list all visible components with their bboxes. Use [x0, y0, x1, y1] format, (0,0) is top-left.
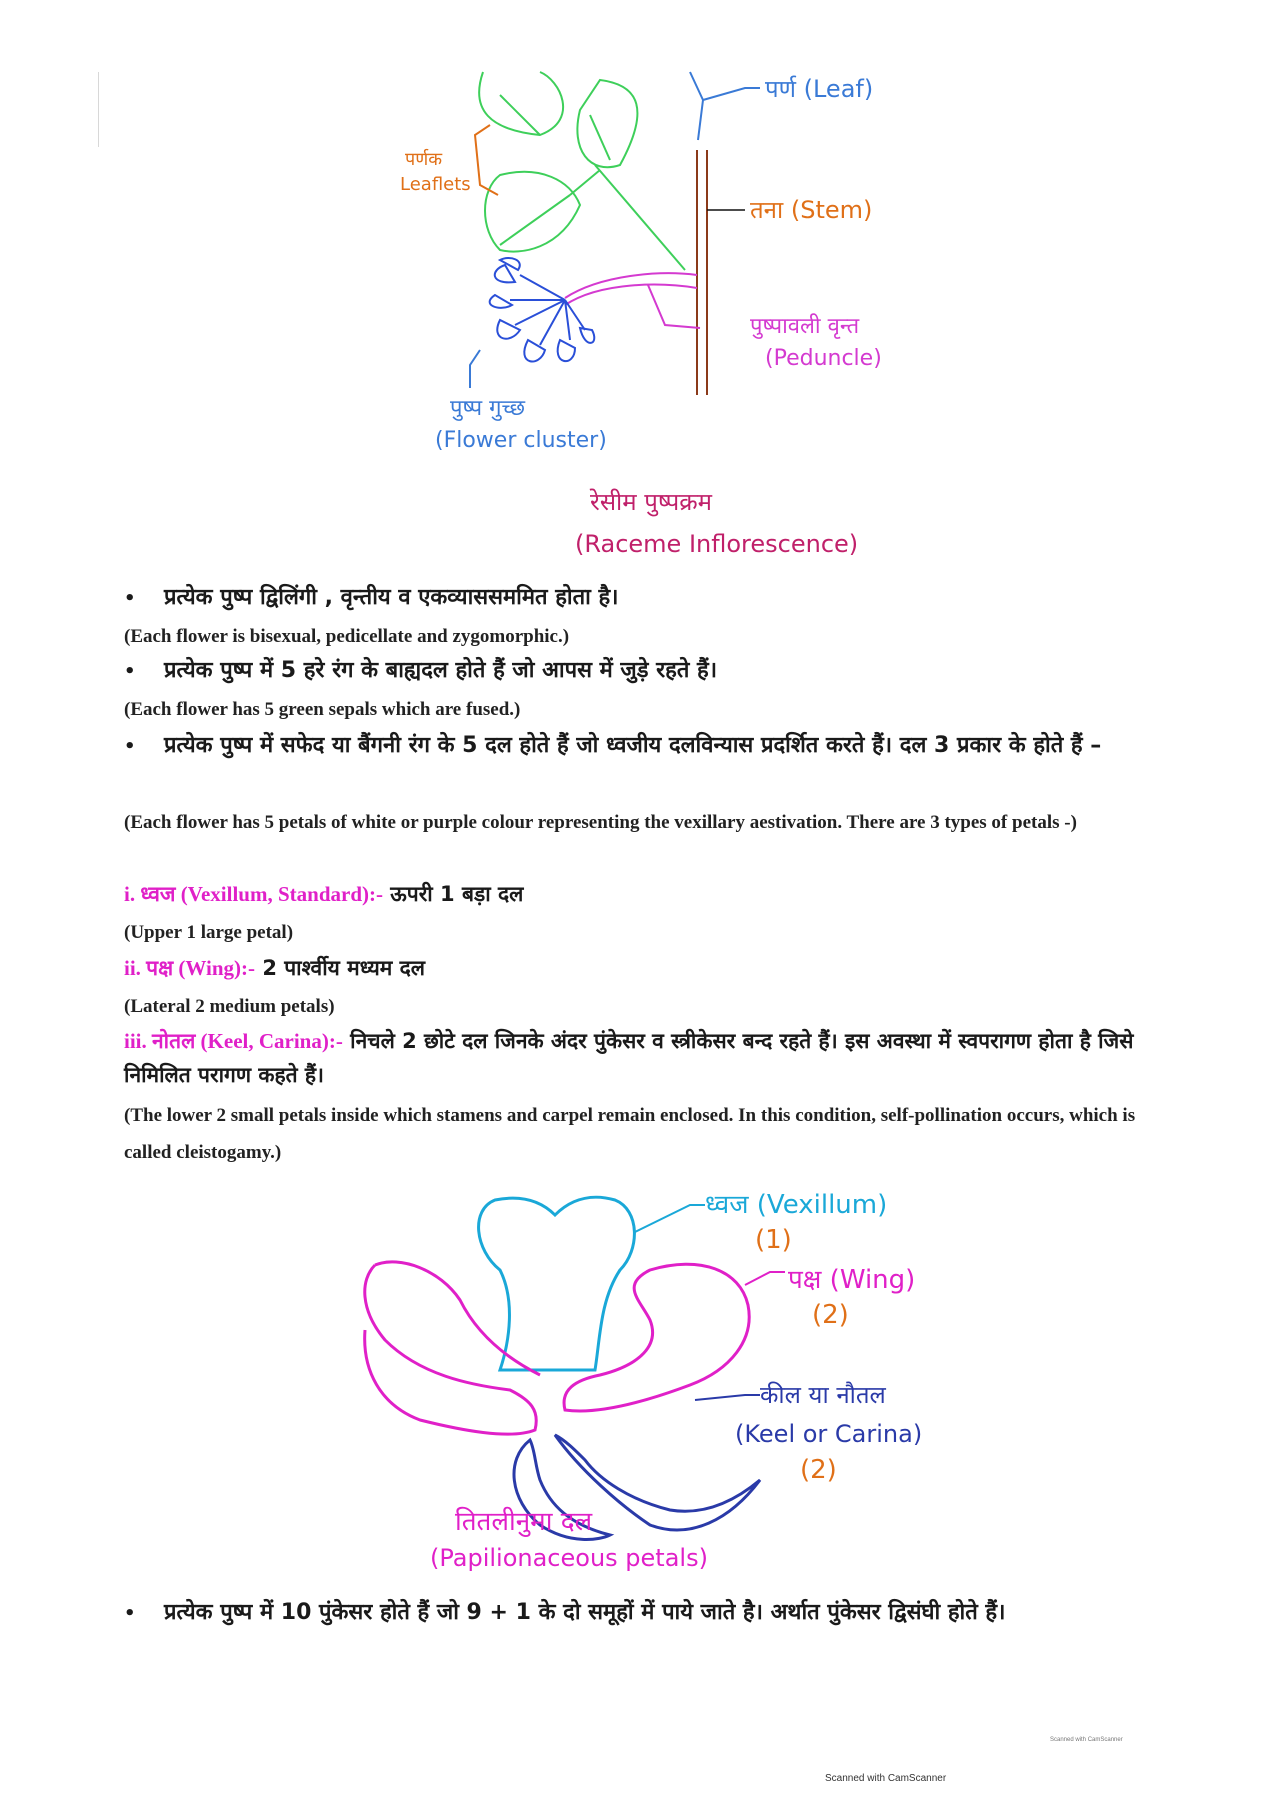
cluster-hi-label: पुष्प गुच्छ [450, 396, 525, 421]
wing-left-top [375, 1262, 540, 1375]
english-wing: (Lateral 2 medium petals) [124, 996, 335, 1017]
english-vexillum: (Upper 1 large petal) [124, 922, 294, 943]
bullet-text: प्रत्येक पुष्प में 10 पुंकेसर होते हैं जो 9 + 1 के दो समूहों में पाये जाते है। अर्थात पुंकेसर द्विसंघी होते हैं। [164, 1600, 1006, 1625]
keel-pointer [695, 1395, 760, 1400]
vexillum-label: ध्वज (Vexillum) [705, 1190, 888, 1220]
bullet-dot: • [124, 736, 136, 757]
bullet-text: प्रत्येक पुष्प में सफेद या बैंगनी रंग के 5 दल होते हैं जो ध्वजीय दलविन्यास प्रदर्शित करते हैं। दल 3 प्रकार के होते हैं – [164, 733, 1102, 758]
type-keel-label: iii. नोतल (Keel, Carina):- [124, 1029, 343, 1053]
type-keel-text: निचले 2 छोटे दल जिनके अंदर पुंकेसर व स्त्रीकेसर बन्द रहते हैं। इस अवस्था में स्वपरागण होता है जिसे निमिलित परागण कहते हैं। [124, 1029, 1134, 1087]
type-wing-text: 2 पार्श्वीय मध्यम दल [255, 956, 426, 980]
english-sepals: (Each flower has 5 green sepals which are fused.) [124, 699, 521, 720]
leaf-label: पर्ण (Leaf) [765, 75, 874, 103]
petals-caption-hi: तितलीनुमा दल [455, 1507, 593, 1537]
english-bisexual: (Each flower is bisexual, pedicellate and zygomorphic.) [124, 626, 570, 647]
bullet-dot: • [124, 661, 136, 682]
leaflet-bracket [475, 125, 498, 195]
type-vexillum-text: ऊपरी 1 बड़ा दल [382, 882, 524, 906]
wing-left-shape [365, 1265, 537, 1434]
wing-pointer [745, 1272, 785, 1285]
raceme-caption-en: (Raceme Inflorescence) [575, 530, 859, 558]
wing-label: पक्ष (Wing) [788, 1265, 916, 1295]
type-keel [124, 1024, 1174, 1092]
cluster-pointer [470, 350, 480, 388]
bullet-text: प्रत्येक पुष्प द्विलिंगी , वृन्तीय व एकव्याससममित होता है। [164, 585, 619, 610]
english-petals: (Each flower has 5 petals of white or purple colour representing the vexillary aestivation. There are 3 types of petals -) [124, 812, 1077, 833]
english-keel: (The lower 2 small petals inside which stamens and carpel remain enclosed. In this condition, self-pollination occurs, which is called cleistogamy.) [124, 1105, 1136, 1163]
raceme-caption-hi: रेसीम पुष्पक्रम [590, 488, 713, 516]
petals-diagram [0, 1160, 1271, 1620]
type-wing [124, 951, 1174, 985]
bullet-petals [124, 728, 1174, 765]
bullet-dot: • [124, 1603, 136, 1624]
stem-lines [697, 150, 707, 395]
petals-caption-en: (Papilionaceous petals) [430, 1544, 708, 1572]
bullet-text: प्रत्येक पुष्प में 5 हरे रंग के बाह्यदल होते हैं जो आपस में जुड़े रहते हैं। [164, 658, 718, 683]
vexillum-shape [479, 1197, 635, 1370]
peduncle-lines [565, 273, 700, 328]
stem-label: तना (Stem) [750, 196, 873, 224]
keel-hi-label: कील या नौतल [760, 1381, 886, 1409]
cluster-en-label: (Flower cluster) [435, 428, 607, 453]
wing-count: (2) [812, 1300, 849, 1330]
vexillum-count: (1) [755, 1225, 792, 1255]
type-wing-label: ii. पक्ष (Wing):- [124, 956, 256, 980]
scanner-watermark-small: Scanned with CamScanner [1050, 1737, 1123, 1743]
type-vexillum [124, 877, 1174, 911]
bullet-bisexual [124, 580, 1174, 617]
leaf-group [479, 72, 685, 270]
peduncle-hi-label: पुष्पावली वृन्त [750, 314, 860, 339]
type-vexillum-label: i. ध्वज (Vexillum, Standard):- [124, 882, 383, 906]
keel-count: (2) [800, 1455, 837, 1485]
bullet-dot: • [124, 588, 136, 609]
flower-cluster [490, 258, 595, 361]
wing-right-shape [564, 1264, 749, 1411]
leaflets-en-label: Leaflets [400, 174, 471, 195]
leaf-pointer [690, 72, 760, 140]
scanner-watermark: Scanned with CamScanner [825, 1773, 947, 1784]
vexillum-pointer [635, 1205, 705, 1232]
leaflets-hi-label: पर्णक [405, 149, 443, 170]
raceme-diagram [0, 0, 1271, 570]
bullet-stamens [124, 1595, 1174, 1632]
keel-en-label: (Keel or Carina) [735, 1420, 923, 1448]
peduncle-en-label: (Peduncle) [765, 346, 882, 371]
bullet-sepals [124, 653, 1174, 690]
